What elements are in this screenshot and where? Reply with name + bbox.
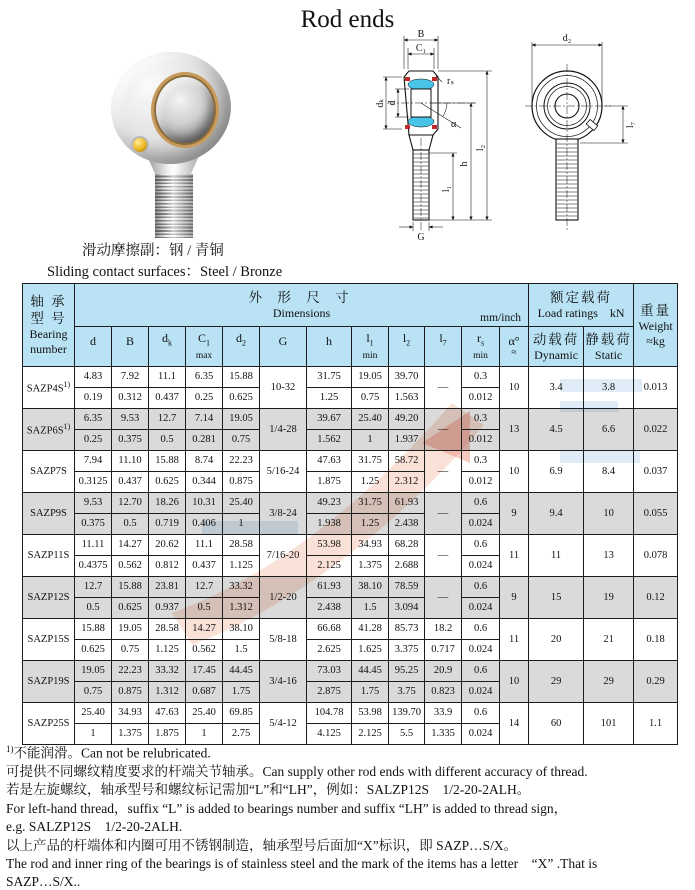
bearing-liner-bottom: [408, 116, 434, 127]
l7-cell-inch: 0.823: [425, 682, 462, 703]
dim-label-l1: l₁: [441, 185, 452, 193]
table-row: [23, 535, 678, 556]
weight-cell: 0.037: [634, 451, 678, 493]
dim-cell-mm: 38.10: [352, 577, 389, 598]
static-load-cell: 8.4: [584, 451, 634, 493]
dynamic-load-cell: 20: [529, 619, 584, 661]
thread-G-cell: 5/4-12: [260, 703, 307, 745]
dim-cell-inch: 2.438: [307, 598, 352, 619]
dim-cell-inch: 0.25: [75, 430, 112, 451]
thread-G-cell: 1/2-20: [260, 577, 307, 619]
dim-cell-mm: 34.93: [112, 703, 149, 724]
weight-cell: 0.29: [634, 661, 678, 703]
dim-cell-mm: 18.26: [149, 493, 186, 514]
rs-cell-mm: 0.6: [462, 619, 500, 640]
rs-cell-mm: 0.6: [462, 703, 500, 724]
dim-cell-mm: 28.58: [223, 535, 260, 556]
rs-cell-inch: 0.024: [462, 640, 500, 661]
dim-cell-inch: 1: [186, 724, 223, 745]
dim-cell-mm: 85.73: [389, 619, 425, 640]
technical-drawing: [375, 26, 693, 244]
header-dimensions: 外 形 尺 寸 Dimensions mm/inch: [75, 284, 529, 327]
dim-cell-inch: 0.625: [75, 640, 112, 661]
dim-cell-inch: 0.625: [149, 472, 186, 493]
header-load-ratings: 额定载荷 Load ratings kN: [529, 284, 634, 327]
table-body: [23, 367, 678, 745]
dim-cell-mm: 78.59: [389, 577, 425, 598]
dim-cell-inch: 1: [223, 514, 260, 535]
dim-cell-inch: 0.437: [112, 472, 149, 493]
dim-cell-mm: 15.88: [112, 577, 149, 598]
dim-cell-inch: 0.625: [112, 598, 149, 619]
l7-cell: —: [425, 367, 462, 409]
dim-cell-inch: 0.687: [186, 682, 223, 703]
dim-cell-mm: 19.05: [112, 619, 149, 640]
dynamic-load-cell: 15: [529, 577, 584, 619]
dim-cell-inch: 2.625: [307, 640, 352, 661]
static-load-cell: 21: [584, 619, 634, 661]
header-bearing-number: 轴 承 型 号 Bearing number: [23, 284, 75, 367]
weight-cell: 0.022: [634, 409, 678, 451]
dim-cell-mm: 49.20: [389, 409, 425, 430]
dim-cell-inch: 1.938: [307, 514, 352, 535]
dim-cell-mm: 33.32: [149, 661, 186, 682]
dim-cell-mm: 34.93: [352, 535, 389, 556]
dim-cell-inch: 4.125: [307, 724, 352, 745]
spec-table: [22, 283, 678, 745]
dim-cell-inch: 1.875: [307, 472, 352, 493]
dim-cell-inch: 2.75: [223, 724, 260, 745]
dim-cell-inch: 2.688: [389, 556, 425, 577]
rs-cell-mm: 0.3: [462, 367, 500, 388]
dim-label-l2: l₂: [475, 144, 486, 152]
dim-cell-inch: 0.375: [75, 514, 112, 535]
dim-cell-inch: 0.875: [112, 682, 149, 703]
dim-cell-mm: 25.40: [75, 703, 112, 724]
l7-cell: —: [425, 577, 462, 619]
bearing-liner-top: [408, 79, 434, 90]
dim-cell-mm: 31.75: [307, 367, 352, 388]
dim-cell-inch: 0.3125: [75, 472, 112, 493]
dim-cell-inch: 1.125: [223, 556, 260, 577]
dim-cell-inch: 0.5: [186, 598, 223, 619]
dim-cell-inch: 1.5: [223, 640, 260, 661]
bearing-number-cell: SAZP12S: [23, 577, 75, 619]
dim-cell-mm: 44.45: [352, 661, 389, 682]
dim-cell-mm: 10.31: [186, 493, 223, 514]
dim-cell-inch: 1.562: [307, 430, 352, 451]
dim-cell-mm: 19.05: [223, 409, 260, 430]
dim-cell-mm: 9.53: [75, 493, 112, 514]
dim-cell-inch: 0.75: [75, 682, 112, 703]
footnotes: [6, 740, 692, 890]
column-header-B: B: [112, 327, 149, 367]
static-load-cell: 6.6: [584, 409, 634, 451]
rs-cell-mm: 0.6: [462, 577, 500, 598]
dim-cell-mm: 95.25: [389, 661, 425, 682]
table-row: [23, 367, 678, 388]
l7-cell-inch: 1.335: [425, 724, 462, 745]
rs-cell-mm: 0.6: [462, 535, 500, 556]
l7-cell: —: [425, 451, 462, 493]
weight-cell: 0.12: [634, 577, 678, 619]
dim-cell-mm: 39.70: [389, 367, 425, 388]
alpha-cell: 14: [500, 703, 529, 745]
dim-cell-inch: 5.5: [389, 724, 425, 745]
column-header-d: d: [75, 327, 112, 367]
dim-cell-mm: 23.81: [149, 577, 186, 598]
dim-cell-mm: 53.98: [307, 535, 352, 556]
dim-cell-inch: 0.75: [223, 430, 260, 451]
dim-cell-inch: 0.75: [112, 640, 149, 661]
dim-cell-inch: 1: [352, 430, 389, 451]
thread-G-cell: 10-32: [260, 367, 307, 409]
l7-cell-mm: 20.9: [425, 661, 462, 682]
alpha-cell: 11: [500, 619, 529, 661]
alpha-cell: 9: [500, 577, 529, 619]
dim-cell-mm: 20.62: [149, 535, 186, 556]
dim-cell-inch: 1.25: [307, 388, 352, 409]
dim-cell-inch: 0.875: [223, 472, 260, 493]
l7-cell: —: [425, 409, 462, 451]
dim-cell-mm: 11.1: [149, 367, 186, 388]
dim-cell-mm: 39.67: [307, 409, 352, 430]
dim-cell-inch: 1.375: [352, 556, 389, 577]
dim-cell-inch: 0.75: [352, 388, 389, 409]
alpha-cell: 9: [500, 493, 529, 535]
dim-cell-mm: 61.93: [307, 577, 352, 598]
dim-cell-mm: 53.98: [352, 703, 389, 724]
dim-cell-mm: 25.40: [352, 409, 389, 430]
dim-cell-inch: 0.625: [223, 388, 260, 409]
dim-cell-inch: 0.437: [186, 556, 223, 577]
rs-cell-mm: 0.3: [462, 451, 500, 472]
static-load-cell: 3.8: [584, 367, 634, 409]
column-header-l2: $l_2$: [389, 327, 425, 367]
dim-cell-inch: 0.812: [149, 556, 186, 577]
bearing-number-cell: $SAZP4S^{1)}$: [23, 367, 75, 409]
dim-cell-mm: 6.35: [75, 409, 112, 430]
bearing-number-cell: SAZP25S: [23, 703, 75, 745]
alpha-cell: 10: [500, 451, 529, 493]
dim-cell-mm: 12.7: [149, 409, 186, 430]
subtitle-english: Sliding contact surfaces：Steel / Bronze: [47, 264, 283, 280]
static-load-cell: 10: [584, 493, 634, 535]
dim-label-d2: d₂: [562, 33, 572, 44]
dimension-lines-front: [532, 42, 628, 143]
dim-cell-inch: 1: [75, 724, 112, 745]
footnote-line: The rod and inner ring of the bearings is of stainless steel and the mark of the items has a letter “X” .That is: [6, 855, 598, 871]
l7-cell-mm: 18.2: [425, 619, 462, 640]
dynamic-load-cell: 60: [529, 703, 584, 745]
l7-cell-inch: 0.717: [425, 640, 462, 661]
dim-cell-inch: 0.5: [75, 598, 112, 619]
dim-cell-mm: 7.94: [75, 451, 112, 472]
rs-cell-mm: 0.6: [462, 661, 500, 682]
dim-cell-mm: 38.10: [223, 619, 260, 640]
column-header-α: α° ≈: [500, 327, 529, 367]
dim-cell-inch: 0.4375: [75, 556, 112, 577]
footnote-line: 以上产品的杆端体和内圈可用不锈钢制造，轴承型号后面加“X”标识，即 SAZP…S/X。: [6, 837, 518, 853]
bearing-number-cell: SAZP15S: [23, 619, 75, 661]
dynamic-load-cell: 6.9: [529, 451, 584, 493]
dim-cell-mm: 9.53: [112, 409, 149, 430]
weight-cell: 0.18: [634, 619, 678, 661]
table-row: [23, 661, 678, 682]
dim-cell-mm: 44.45: [223, 661, 260, 682]
column-header-static: 静载荷 Static: [584, 327, 634, 367]
dim-cell-inch: 1.375: [112, 724, 149, 745]
rod-end-photo: [95, 50, 255, 240]
dimension-lines-side: [383, 36, 492, 231]
alpha-cell: 10: [500, 367, 529, 409]
column-header-dynamic: 动载荷 Dynamic: [529, 327, 584, 367]
rs-cell-inch: 0.024: [462, 598, 500, 619]
dim-cell-mm: 104.78: [307, 703, 352, 724]
photo-bore-hole: [151, 72, 219, 148]
dynamic-load-cell: 29: [529, 661, 584, 703]
dim-cell-mm: 12.7: [75, 577, 112, 598]
dim-cell-inch: 1.75: [223, 682, 260, 703]
dynamic-load-cell: 3.4: [529, 367, 584, 409]
dim-cell-mm: 12.70: [112, 493, 149, 514]
dim-cell-inch: 0.25: [186, 388, 223, 409]
dim-cell-inch: 0.406: [186, 514, 223, 535]
dim-cell-inch: 1.625: [352, 640, 389, 661]
dim-cell-inch: 3.75: [389, 682, 425, 703]
dim-cell-mm: 22.23: [112, 661, 149, 682]
rs-cell-inch: 0.024: [462, 514, 500, 535]
dim-cell-mm: 47.63: [149, 703, 186, 724]
footnote-line: SAZP…S/X..: [6, 874, 81, 890]
dynamic-load-cell: 11: [529, 535, 584, 577]
table-row: [23, 577, 678, 598]
rs-cell-inch: 0.024: [462, 556, 500, 577]
dim-cell-inch: 0.719: [149, 514, 186, 535]
dynamic-load-cell: 9.4: [529, 493, 584, 535]
thread-G-cell: 5/8-18: [260, 619, 307, 661]
column-header-dk: $d_k$: [149, 327, 186, 367]
dim-cell-mm: 6.35: [186, 367, 223, 388]
dim-cell-mm: 11.1: [186, 535, 223, 556]
static-load-cell: 101: [584, 703, 634, 745]
rs-cell-inch: 0.012: [462, 472, 500, 493]
dim-cell-mm: 47.63: [307, 451, 352, 472]
column-header-h: h: [307, 327, 352, 367]
dim-cell-mm: 25.40: [223, 493, 260, 514]
table-row: [23, 619, 678, 640]
column-header-C1: $C_1$ max: [186, 327, 223, 367]
dim-label-d: d: [387, 100, 398, 106]
dim-cell-mm: 139.70: [389, 703, 425, 724]
column-header-d2: $d_2$: [223, 327, 260, 367]
dim-cell-mm: 69.85: [223, 703, 260, 724]
rs-cell-inch: 0.024: [462, 682, 500, 703]
dim-cell-mm: 7.14: [186, 409, 223, 430]
dim-cell-mm: 49.23: [307, 493, 352, 514]
dim-cell-inch: 2.438: [389, 514, 425, 535]
l7-cell: —: [425, 493, 462, 535]
dim-cell-mm: 17.45: [186, 661, 223, 682]
header-weight: 重量 Weight ≈kg: [634, 284, 678, 367]
dim-cell-mm: 25.40: [186, 703, 223, 724]
dim-cell-mm: 11.11: [75, 535, 112, 556]
footnote-line: 可提供不同螺纹精度要求的杆端关节轴承。Can supply other rod ends with different accuracy of thread.: [6, 763, 588, 779]
alpha-cell: 13: [500, 409, 529, 451]
static-load-cell: 29: [584, 661, 634, 703]
rs-cell-mm: 0.6: [462, 493, 500, 514]
dim-cell-mm: 28.58: [149, 619, 186, 640]
dynamic-load-cell: 4.5: [529, 409, 584, 451]
rs-cell-inch: 0.024: [462, 724, 500, 745]
dim-cell-mm: 31.75: [352, 451, 389, 472]
thread-G-cell: 3/8-24: [260, 493, 307, 535]
footnote-line: $^{1)}$不能润滑。Can not be relubricated.: [6, 744, 211, 761]
dim-label-G: G: [417, 232, 425, 243]
dim-cell-inch: 0.312: [112, 388, 149, 409]
header-unit: mm/inch: [480, 312, 522, 324]
dim-cell-mm: 14.27: [112, 535, 149, 556]
dim-cell-inch: 2.125: [352, 724, 389, 745]
dim-cell-inch: 1.25: [352, 472, 389, 493]
static-load-cell: 19: [584, 577, 634, 619]
dim-cell-mm: 31.75: [352, 493, 389, 514]
column-header-l7: $l_7$: [425, 327, 462, 367]
dim-cell-mm: 11.10: [112, 451, 149, 472]
bearing-number-cell: SAZP7S: [23, 451, 75, 493]
dim-cell-mm: 14.27: [186, 619, 223, 640]
dim-cell-inch: 1.563: [389, 388, 425, 409]
dim-cell-mm: 66.68: [307, 619, 352, 640]
dim-cell-mm: 68.28: [389, 535, 425, 556]
dim-cell-inch: 0.562: [112, 556, 149, 577]
dim-cell-mm: 7.92: [112, 367, 149, 388]
bearing-number-cell: SAZP11S: [23, 535, 75, 577]
l7-cell-mm: 33.9: [425, 703, 462, 724]
dim-cell-inch: 1.312: [149, 682, 186, 703]
dim-cell-mm: 41.28: [352, 619, 389, 640]
dim-cell-inch: 1.25: [352, 514, 389, 535]
static-load-cell: 13: [584, 535, 634, 577]
weight-cell: 0.078: [634, 535, 678, 577]
dim-cell-mm: 19.05: [352, 367, 389, 388]
bearing-number-cell: SAZP19S: [23, 661, 75, 703]
weight-cell: 1.1: [634, 703, 678, 745]
dim-cell-inch: 0.937: [149, 598, 186, 619]
footnote-line: e.g. SALZP12S 1/2-20-2ALH.: [6, 819, 183, 835]
rs-cell-mm: 0.3: [462, 409, 500, 430]
thread-G-cell: 5/16-24: [260, 451, 307, 493]
rs-cell-inch: 0.012: [462, 430, 500, 451]
dim-cell-mm: 33.32: [223, 577, 260, 598]
column-header-rs: $r_s$ min: [462, 327, 500, 367]
dim-cell-mm: 15.88: [75, 619, 112, 640]
dim-cell-inch: 0.5: [112, 514, 149, 535]
dim-cell-inch: 3.094: [389, 598, 425, 619]
footnote-line: 若是左旋螺纹，轴承型号和螺纹标记需加“L”和“LH”，例如：SALZP12S 1/2-20-2ALH。: [6, 782, 531, 798]
thread-G-cell: 1/4-28: [260, 409, 307, 451]
dim-cell-inch: 3.375: [389, 640, 425, 661]
dim-label-dk: dₖ: [375, 98, 386, 108]
dim-cell-inch: 0.281: [186, 430, 223, 451]
subtitle-chinese: 滑动摩擦副：钢 / 青铜: [82, 243, 224, 259]
table-row: [23, 493, 678, 514]
bearing-number-cell: SAZP9S: [23, 493, 75, 535]
dim-cell-inch: 0.375: [112, 430, 149, 451]
thread-G-cell: 3/4-16: [260, 661, 307, 703]
weight-cell: 0.013: [634, 367, 678, 409]
dim-cell-mm: 15.88: [149, 451, 186, 472]
bearing-number-cell: $SAZP6S^{1)}$: [23, 409, 75, 451]
dim-cell-inch: 1.125: [149, 640, 186, 661]
column-header-l1: $l_1$ min: [352, 327, 389, 367]
dim-cell-mm: 22.23: [223, 451, 260, 472]
dim-label-C1: C₁: [415, 43, 427, 54]
alpha-cell: 10: [500, 661, 529, 703]
footnote-line: For left-hand thread，suffix “L” is added to bearings number and suffix “LH” is added to thread sign，: [6, 800, 568, 816]
dim-cell-inch: 0.437: [149, 388, 186, 409]
dim-cell-inch: 0.5: [149, 430, 186, 451]
dim-label-h: h: [459, 161, 470, 167]
photo-grease-nipple: [133, 138, 147, 152]
thread-G-cell: 7/16-20: [260, 535, 307, 577]
dim-cell-mm: 19.05: [75, 661, 112, 682]
dim-cell-mm: 4.83: [75, 367, 112, 388]
dim-label-B: B: [417, 29, 425, 40]
dim-cell-mm: 12.7: [186, 577, 223, 598]
dim-cell-inch: 0.344: [186, 472, 223, 493]
dim-cell-inch: 1.75: [352, 682, 389, 703]
column-header-G: G: [260, 327, 307, 367]
dim-label-l7: l₇: [625, 121, 636, 129]
table-row: [23, 409, 678, 430]
dim-cell-inch: 1.875: [149, 724, 186, 745]
weight-cell: 0.055: [634, 493, 678, 535]
dim-cell-inch: 1.937: [389, 430, 425, 451]
dim-cell-inch: 2.312: [389, 472, 425, 493]
dim-cell-inch: 0.19: [75, 388, 112, 409]
dim-cell-inch: 1.5: [352, 598, 389, 619]
table-row: [23, 703, 678, 724]
dim-cell-inch: 0.562: [186, 640, 223, 661]
dim-cell-mm: 58.72: [389, 451, 425, 472]
dim-cell-inch: 2.875: [307, 682, 352, 703]
rs-cell-inch: 0.012: [462, 388, 500, 409]
dim-label-rs: rₛ: [447, 76, 455, 87]
dim-cell-mm: 15.88: [223, 367, 260, 388]
page-title: Rod ends: [300, 6, 395, 33]
dim-cell-mm: 8.74: [186, 451, 223, 472]
l7-cell: —: [425, 535, 462, 577]
dim-cell-mm: 61.93: [389, 493, 425, 514]
photo-threaded-shank: [155, 174, 193, 238]
dim-cell-inch: 1.312: [223, 598, 260, 619]
dim-cell-mm: 73.03: [307, 661, 352, 682]
table-row: [23, 451, 678, 472]
alpha-cell: 11: [500, 535, 529, 577]
dim-label-alpha: α: [451, 119, 457, 130]
dim-cell-inch: 2.125: [307, 556, 352, 577]
